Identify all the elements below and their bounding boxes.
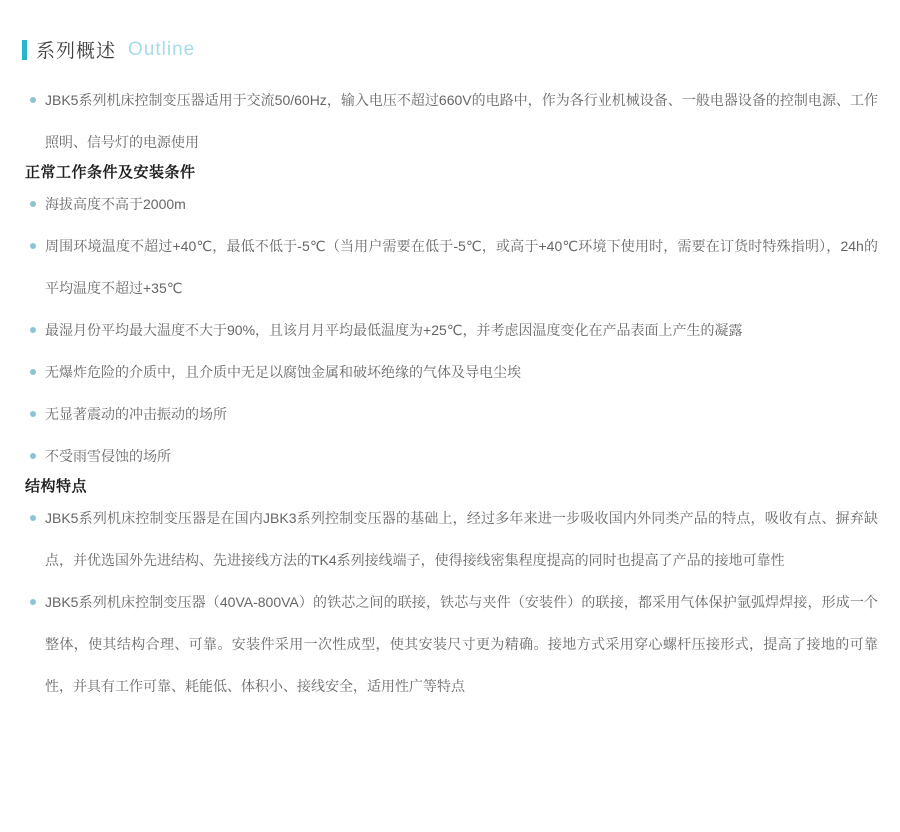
list-item-text: JBK5系列机床控制变压器是在国内JBK3系列控制变压器的基础上，经过多年来进一步吸收国内外同类产品的特点，吸收有点、摒弃缺点，并优选国外先进结构、先进接线方法的TK4系列接线端子，使得接线密集程度提高的同时也提高了产品的接地可靠性 [45, 510, 878, 568]
conditions-list [0, 183, 900, 477]
bullet-dot-icon [30, 599, 36, 605]
overview-list [0, 79, 900, 163]
bullet-dot-icon [30, 411, 36, 417]
section-header [22, 36, 878, 63]
list-item-text: 周围环境温度不超过+40℃，最低不低于-5℃（当用户需要在低于-5℃，或高于+40℃环境下使用时，需要在订货时特殊指明），24h的平均温度不超过+35℃ [45, 238, 878, 296]
list-item-text: JBK5系列机床控制变压器（40VA-800VA）的铁芯之间的联接，铁芯与夹件（安装件）的联接，都采用气体保护氩弧焊焊接，形成一个整体，使其结构合理、可靠。安装件采用一次性成型，使其安装尺寸更为精确。接地方式采用穿心螺杆压接形式，提高了接地的可靠性，并具有工作可靠、耗能低、体积小、接线安全，适用性广等特点 [45, 594, 878, 694]
list-item [30, 497, 878, 581]
bullet-dot-icon [30, 515, 36, 521]
list-item [30, 79, 878, 163]
list-item [30, 225, 878, 309]
list-item [30, 183, 878, 225]
list-item [30, 309, 878, 351]
list-item [30, 581, 878, 707]
bullet-dot-icon [30, 327, 36, 333]
features-list [0, 497, 900, 707]
page-title: 系列概述 [36, 41, 117, 62]
bullet-dot-icon [30, 201, 36, 207]
bullet-dot-icon [30, 453, 36, 459]
list-item-text: 海拔高度不高于2000m [45, 196, 186, 212]
list-item-text: 无爆炸危险的介质中，且介质中无足以腐蚀金属和破坏绝缘的气体及导电尘埃 [45, 364, 521, 380]
accent-bar-icon [22, 40, 27, 60]
list-item-text: 最湿月份平均最大温度不大于90%，且该月月平均最低温度为+25℃，并考虑因温度变化在产品表面上产生的凝露 [45, 322, 743, 338]
section-heading-conditions: 正常工作条件及安装条件 [25, 164, 196, 181]
bullet-dot-icon [30, 243, 36, 249]
list-item-text: 无显著震动的冲击振动的场所 [45, 406, 227, 422]
section-heading-features: 结构特点 [25, 478, 88, 495]
bullet-dot-icon [30, 369, 36, 375]
list-item [30, 393, 878, 435]
list-item [30, 435, 878, 477]
bullet-dot-icon [30, 97, 36, 103]
list-item-text: JBK5系列机床控制变压器适用于交流50/60Hz，输入电压不超过660V的电路中，作为各行业机械设备、一般电器设备的控制电源、工作照明、信号灯的电源使用 [45, 92, 878, 150]
list-item [30, 351, 878, 393]
page-subtitle: Outline [128, 38, 196, 60]
list-item-text: 不受雨雪侵蚀的场所 [45, 448, 171, 464]
